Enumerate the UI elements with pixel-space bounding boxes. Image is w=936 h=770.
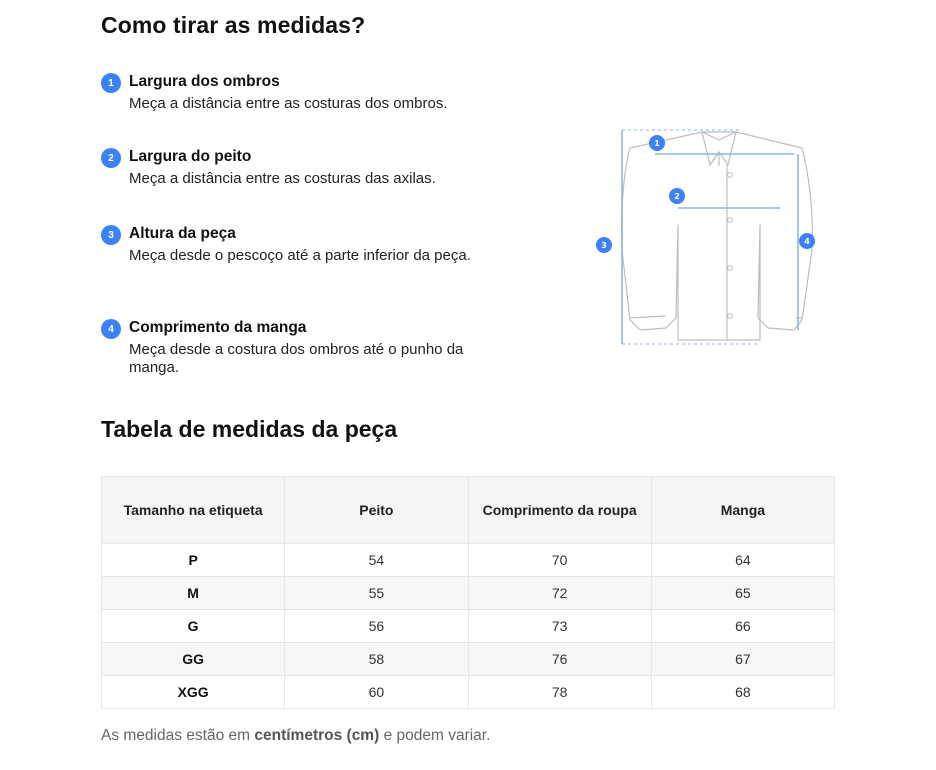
cell-sleeve: 68	[651, 676, 834, 709]
cell-sleeve: 65	[651, 577, 834, 610]
table-row	[102, 643, 835, 676]
step-description: Meça a distância entre as costuras dos ombros.	[129, 95, 448, 112]
cell-sleeve: 64	[651, 544, 834, 577]
column-header-length: Comprimento da roupa	[468, 477, 651, 544]
step-description: Meça a distância entre as costuras das axilas.	[129, 170, 436, 187]
column-header-chest: Peito	[285, 477, 468, 544]
note-unit: centímetros (cm)	[254, 727, 380, 744]
step-number-badge: 2	[101, 148, 121, 168]
howto-title: Como tirar as medidas?	[101, 12, 366, 38]
table-row	[102, 577, 835, 610]
shirt-measurement-diagram	[590, 120, 840, 355]
cell-length: 72	[468, 577, 651, 610]
marker-1-label: 1	[654, 139, 660, 148]
cell-sleeve: 67	[651, 643, 834, 676]
cell-sleeve: 66	[651, 610, 834, 643]
step-title: Altura da peça	[129, 225, 236, 242]
marker-4-label: 4	[804, 237, 810, 246]
cell-size: G	[102, 610, 285, 643]
step-number-badge: 1	[101, 73, 121, 93]
cell-chest: 55	[285, 577, 468, 610]
table-title: Tabela de medidas da peça	[101, 416, 398, 442]
cell-length: 70	[468, 544, 651, 577]
units-note	[101, 727, 490, 745]
size-table	[101, 476, 835, 709]
step-title: Largura do peito	[129, 148, 252, 165]
table-row	[102, 610, 835, 643]
table-row	[102, 544, 835, 577]
cell-chest: 56	[285, 610, 468, 643]
step-sleeve-length	[101, 318, 521, 377]
step-description: Meça desde o pescoço até a parte inferior da peça.	[129, 247, 471, 264]
note-suffix: e podem variar.	[379, 727, 491, 744]
step-garment-height	[101, 224, 521, 265]
cell-size: P	[102, 544, 285, 577]
step-shoulder-width	[101, 72, 521, 113]
step-description: Meça desde a costura dos ombros até o punho da manga.	[129, 341, 464, 376]
table-row	[102, 676, 835, 709]
cell-length: 73	[468, 610, 651, 643]
shirt-icon	[590, 120, 840, 355]
step-number-badge: 3	[101, 225, 121, 245]
step-number-badge: 4	[101, 319, 121, 339]
cell-length: 76	[468, 643, 651, 676]
step-title: Largura dos ombros	[129, 73, 280, 90]
step-title: Comprimento da manga	[129, 319, 307, 336]
column-header-size: Tamanho na etiqueta	[102, 477, 285, 544]
cell-size: GG	[102, 643, 285, 676]
cell-size: XGG	[102, 676, 285, 709]
cell-chest: 58	[285, 643, 468, 676]
cell-length: 78	[468, 676, 651, 709]
cell-chest: 54	[285, 544, 468, 577]
column-header-sleeve: Manga	[651, 477, 834, 544]
table-header-row	[102, 477, 835, 544]
step-chest-width	[101, 147, 521, 188]
cell-size: M	[102, 577, 285, 610]
marker-3-label: 3	[601, 241, 607, 250]
marker-2-label: 2	[674, 192, 680, 201]
note-prefix: As medidas estão em	[101, 727, 255, 744]
cell-chest: 60	[285, 676, 468, 709]
